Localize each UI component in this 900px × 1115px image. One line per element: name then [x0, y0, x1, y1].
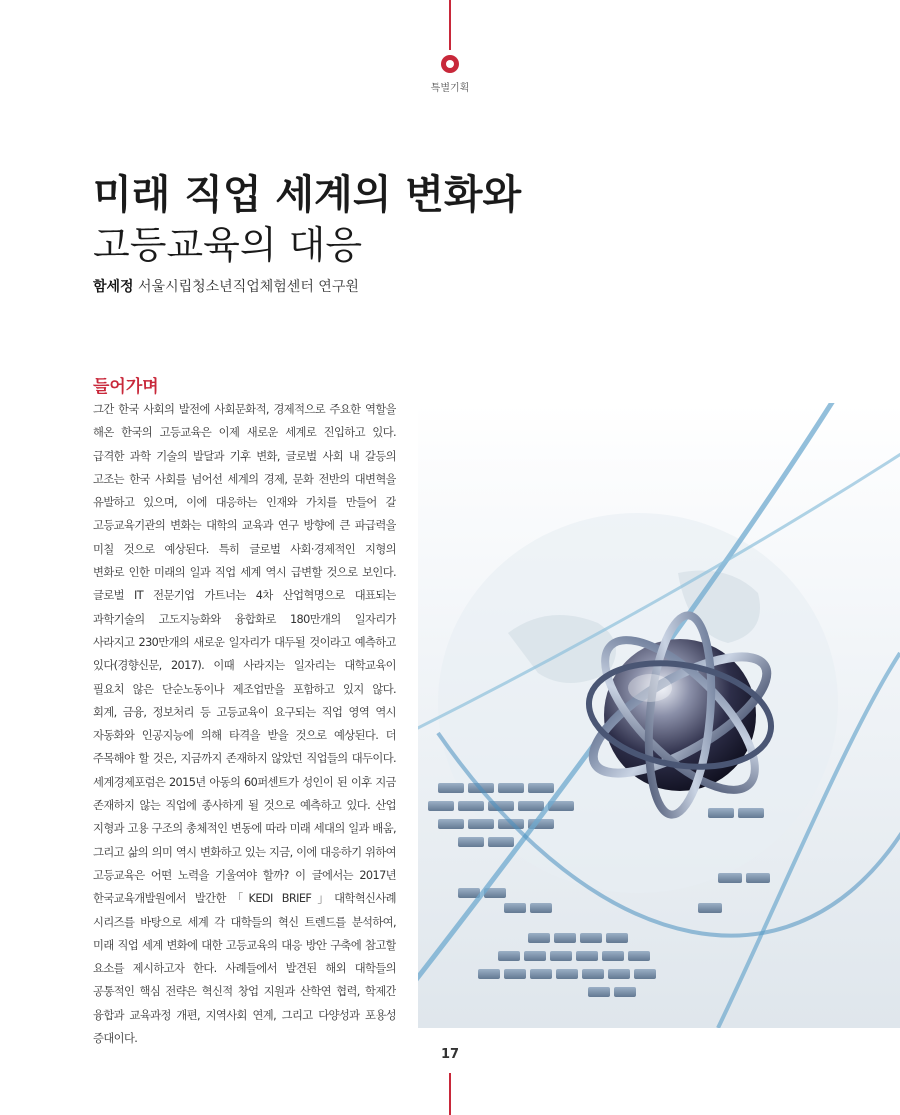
body-line: 해온 한국의 고등교육은 이제 새로운 세계로 진입하고 있다. — [93, 426, 396, 440]
article-title-line1: 미래 직업 세계의 변화와 — [93, 171, 522, 218]
section-label: 특별기획 — [430, 83, 470, 94]
bottom-divider-line — [449, 1073, 451, 1115]
body-line: 증대이다. — [93, 1032, 138, 1046]
body-line: 세계경제포럼은 2015년 아동의 60퍼센트가 성인이 된 이후 지금 — [93, 775, 396, 789]
author-name: 함세정 — [93, 279, 134, 295]
article-title-line2: 고등교육의 대응 — [93, 223, 363, 267]
body-line: 미칠 것으로 예상된다. 특히 글로벌 사회·경제적인 지형의 — [93, 542, 396, 556]
body-line: 과학기술의 고도지능화와 융합화로 180만개의 일자리가 — [93, 612, 396, 626]
author-byline — [93, 276, 359, 296]
globe-illustration — [418, 403, 900, 1028]
page-number: 17 — [440, 1047, 460, 1062]
body-line: 고조는 한국 사회를 넘어선 세계의 경제, 문화 전반의 대변혁을 — [93, 472, 396, 486]
body-line: 고등교육은 어떤 노력을 기울여야 할까? 이 글에서는 2017년 — [93, 868, 396, 882]
section-heading: 들어가며 — [93, 377, 159, 397]
author-affiliation: 서울시립청소년직업체험센터 연구원 — [138, 279, 359, 295]
body-line: 고등교육기관의 변화는 대학의 교육과 연구 방향에 큰 파급력을 — [93, 519, 396, 533]
body-line: 공통적인 핵심 전략은 혁신적 창업 지원과 산학연 협력, 학제간 — [93, 985, 396, 999]
body-line: 지형과 고용 구조의 총체적인 변동에 따라 미래 세대의 일과 배움, — [93, 822, 396, 836]
body-line: 융합과 교육과정 개편, 지역사회 연계, 그리고 다양성과 포용성 — [93, 1008, 396, 1022]
body-line: 한국교육개발원에서 발간한「KEDI BRIEF」대학혁신사례 — [93, 892, 396, 906]
body-line: 유발하고 있으며, 이에 대응하는 인재와 가치를 만들어 갈 — [93, 496, 396, 510]
body-line: 급격한 과학 기술의 발달과 기후 변화, 글로벌 사회 내 갈등의 — [93, 449, 396, 463]
body-line: 미래 직업 세계 변화에 대한 고등교육의 대응 방안 구축에 참고할 — [93, 938, 396, 952]
body-line: 그리고 삶의 의미 역시 변화하고 있는 지금, 이에 대응하기 위하여 — [93, 845, 396, 859]
article-body — [93, 398, 396, 1050]
section-marker-icon — [441, 55, 459, 73]
body-line: 있다(경향신문, 2017). 이때 사라지는 일자리는 대학교육이 — [93, 659, 396, 673]
body-line: 필요치 않은 단순노동이나 제조업만을 포함하고 있지 않다. — [93, 682, 396, 696]
body-line: 회계, 금융, 정보처리 등 고등교육이 요구되는 직업 영역 역시 — [93, 705, 396, 719]
body-line: 시리즈를 바탕으로 세계 각 대학들의 혁신 트렌드를 분석하여, — [93, 915, 396, 929]
body-line: 주목해야 할 것은, 지금까지 존재하지 않았던 직업들의 대두이다. — [93, 752, 396, 766]
body-line: 그간 한국 사회의 발전에 사회문화적, 경제적으로 주요한 역할을 — [93, 403, 396, 416]
body-line: 사라지고 230만개의 새로운 일자리가 대두될 것이라고 예측하고 — [93, 635, 396, 649]
body-line: 요소를 제시하고자 한다. 사례들에서 발견된 해외 대학들의 — [93, 962, 396, 976]
body-line: 변화로 인한 미래의 일과 직업 세계 역시 급변할 것으로 보인다. — [93, 566, 396, 580]
body-line: 글로벌 IT 전문기업 가트너는 4차 산업혁명으로 대표되는 — [93, 589, 396, 603]
top-divider-line — [449, 0, 451, 50]
body-line: 자동화와 인공지능에 의해 타격을 받을 것으로 예상된다. 더 — [93, 729, 396, 743]
body-line: 존재하지 않는 직업에 종사하게 될 것으로 예측하고 있다. 산업 — [93, 799, 396, 813]
